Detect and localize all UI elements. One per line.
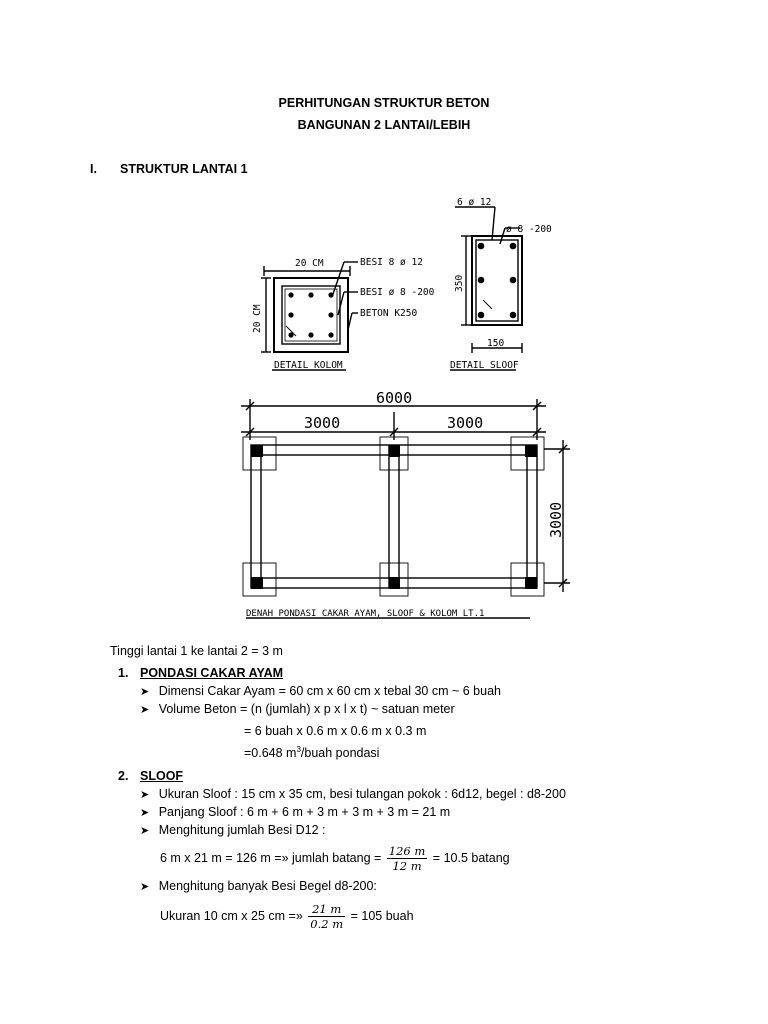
arrow-bullet-icon: ➤: [140, 686, 150, 698]
sloof-heading: SLOOF: [140, 769, 184, 783]
section-title: STRUKTUR LANTAI 1: [120, 162, 248, 176]
pondasi-volume-value: =0.648 m: [244, 746, 297, 760]
fraction-begel: [308, 902, 345, 931]
calc-d12-prefix: 6 m x 21 m = 126 m =» jumlah batang =: [160, 851, 382, 865]
pondasi-calc-line-2: [244, 745, 379, 761]
pondasi-calc-line-1: = 6 buah x 0.6 m x 0.6 m x 0.3 m: [244, 724, 427, 738]
kolom-caption: DETAIL KOLOM: [274, 360, 343, 371]
pondasi-dimensi-text: Dimensi Cakar Ayam = 60 cm x 60 cm x tebal 30 cm ~ 6 buah: [158, 684, 501, 698]
cubic-superscript: 3: [296, 744, 301, 754]
arrow-bullet-icon: ➤: [140, 789, 150, 801]
sloof-calc-besi-d12: [160, 838, 510, 878]
tinggi-lantai-text: Tinggi lantai 1 ke lantai 2 = 3 m: [110, 644, 283, 658]
sloof-besi-d12-text: Menghitung jumlah Besi D12 :: [158, 823, 326, 837]
denah-span-right-label: 3000: [447, 414, 484, 432]
fraction-numerator: 21 m: [308, 902, 345, 917]
kolom-callout-besi-pokok: BESI 8 ø 12: [360, 257, 423, 268]
calc-begel-result: = 105 buah: [350, 909, 414, 923]
sloof-top-label: 6 ø 12: [457, 197, 492, 208]
sloof-calc-begel: [160, 896, 414, 936]
fraction-numerator: 126 m: [388, 844, 426, 859]
calc-d12-result: = 10.5 batang: [432, 851, 510, 865]
sloof-ukuran-text: Ukuran Sloof : 15 cm x 35 cm, besi tulangan pokok : 6d12, begel : d8-200: [158, 787, 566, 801]
sloof-caption: DETAIL SLOOF: [450, 360, 519, 371]
sloof-bullet-begel: [140, 878, 377, 895]
pondasi-volume-text: Volume Beton = (n (jumlah) x p x l x t) ~ satuan meter: [158, 702, 455, 716]
arrow-bullet-icon: ➤: [140, 881, 150, 893]
arrow-bullet-icon: ➤: [140, 704, 150, 716]
page-subtitle: BANGUNAN 2 LANTAI/LEBIH: [297, 118, 471, 132]
list-item-2-number: 2.: [118, 769, 129, 783]
denah-depth-label: 3000: [547, 501, 565, 538]
pondasi-bullet-dimensi: [140, 683, 501, 700]
page-title: PERHITUNGAN STRUKTUR BETON: [278, 96, 490, 110]
list-item-1-number: 1.: [118, 666, 129, 680]
fraction-denominator: 0.2 m: [310, 917, 344, 932]
denah-caption: DENAH PONDASI CAKAR AYAM, SLOOF & KOLOM LT.1: [246, 609, 485, 619]
detail-kolom-drawing: [261, 262, 358, 370]
pondasi-volume-unit: /buah pondasi: [300, 746, 380, 760]
kolom-callout-beton: BETON K250: [360, 308, 418, 319]
arrow-bullet-icon: ➤: [140, 825, 150, 837]
sloof-width-label: 150: [487, 338, 505, 349]
fraction-d12: [387, 844, 428, 873]
kolom-callout-besi-begel: BESI ø 8 -200: [360, 287, 435, 298]
kolom-width-label: 20 CM: [295, 258, 324, 269]
denah-span-left-label: 3000: [304, 414, 341, 432]
sloof-stirrup-label: ø 8 -200: [506, 224, 552, 235]
sloof-bullet-ukuran: [140, 786, 566, 803]
section-number: I.: [90, 162, 97, 176]
fraction-denominator: 12 m: [392, 859, 422, 874]
sloof-height-label: 350: [454, 274, 465, 292]
kolom-height-label: 20 CM: [252, 304, 263, 333]
denah-total-width-label: 6000: [376, 389, 413, 407]
pondasi-bullet-volume: [140, 701, 455, 718]
sloof-bullet-panjang: [140, 804, 450, 821]
sloof-panjang-text: Panjang Sloof : 6 m + 6 m + 3 m + 3 m + 3 m = 21 m: [158, 805, 451, 819]
arrow-bullet-icon: ➤: [140, 807, 150, 819]
sloof-begel-text: Menghitung banyak Besi Begel d8-200:: [158, 879, 377, 893]
calc-begel-prefix: Ukuran 10 cm x 25 cm =»: [160, 909, 303, 923]
sloof-bullet-besi-d12: [140, 822, 325, 839]
pondasi-heading: PONDASI CAKAR AYAM: [140, 666, 284, 680]
denah-drawing: [241, 399, 570, 618]
